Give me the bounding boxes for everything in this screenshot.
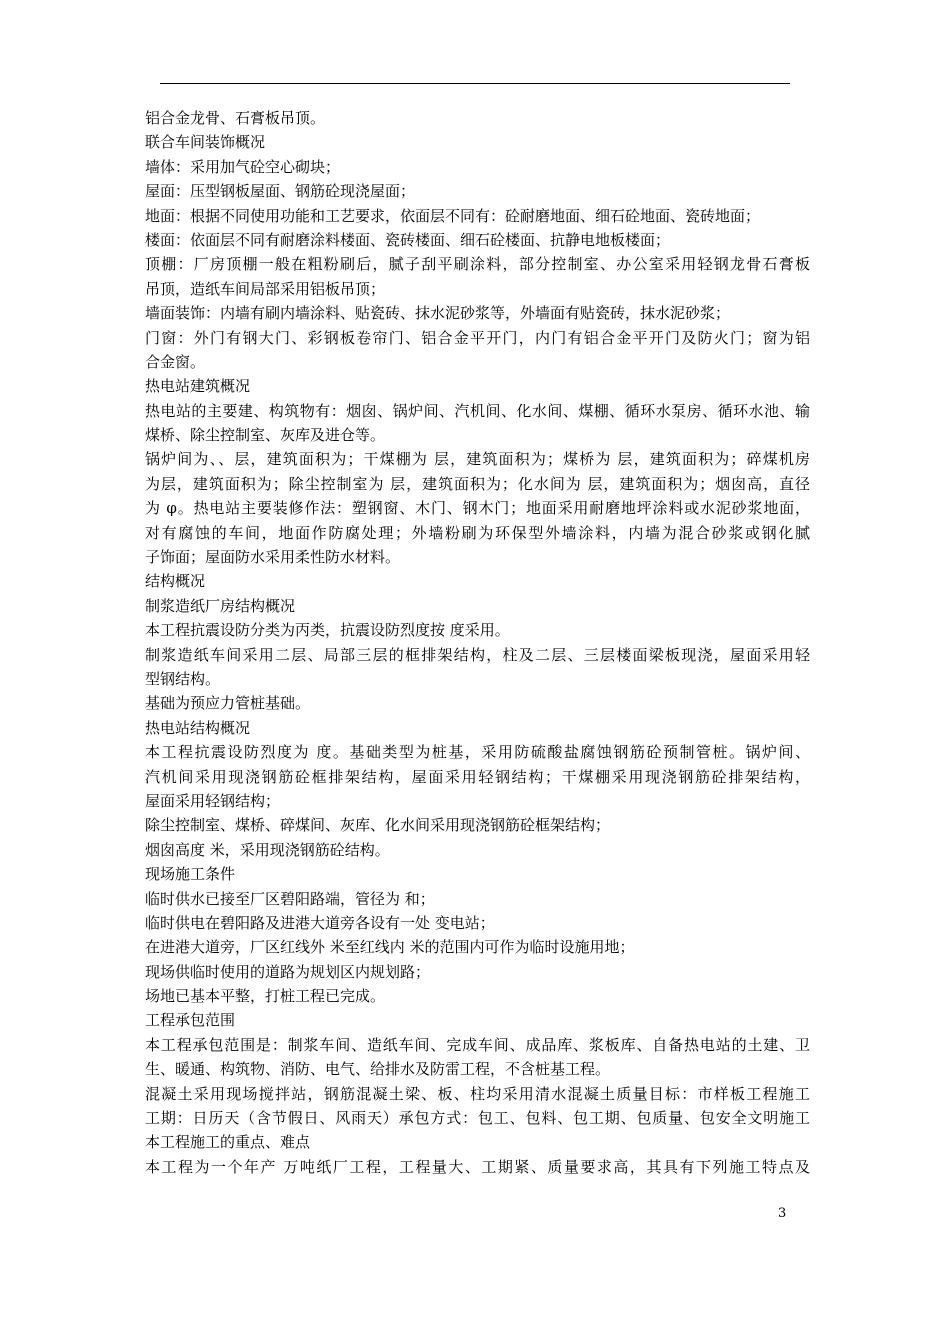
text-line: 顶棚：厂房顶棚一般在粗粉刷后，腻子刮平刷涂料，部分控制室、办公室采用轻钢龙骨石膏板	[145, 255, 810, 274]
text-line: 墙面装饰：内墙有刷内墙涂料、贴瓷砖、抹水泥砂浆等，外墙面有贴瓷砖，抹水泥砂浆；	[145, 304, 731, 323]
text-line: 为层，建筑面积为；除尘控制室为 层，建筑面积为；化水间为 层，建筑面积为；烟囱高，直径	[145, 474, 810, 493]
text-line: 本工程抗震设防分类为丙类，抗震设防烈度按 度采用。	[145, 621, 510, 640]
text-line: 楼面：依面层不同有耐磨涂料楼面、瓷砖楼面、细石砼楼面、抗静电地板楼面；	[145, 230, 671, 249]
section-heading: 本工程施工的重点、难点	[145, 1133, 311, 1152]
text-line: 对有腐蚀的车间，地面作防腐处理；外墙粉刷为环保型外墙涂料，内墙为混合砂浆或钢化腻	[145, 523, 810, 542]
text-line: 本工程为一个年产 万吨纸厂工程，工程量大、工期紧、质量要求高，其具有下列施工特点及	[145, 1157, 810, 1176]
section-heading: 结构概况	[145, 572, 206, 591]
text-line: 制浆造纸车间采用二层、局部三层的框排架结构，柱及二层、三层楼面梁板现浇，屋面采用轻	[145, 645, 810, 664]
text-line: 本工程抗震设防烈度为 度。基础类型为桩基，采用防硫酸盐腐蚀钢筋砼预制管桩。锅炉间、	[145, 743, 810, 762]
text-line: 铝合金龙骨、石膏板吊顶。	[145, 109, 326, 127]
section-heading: 制浆造纸厂房结构概况	[145, 596, 296, 615]
document-body	[145, 106, 810, 1179]
text-line: 临时供水已接至厂区碧阳路端，管径为 和；	[145, 889, 435, 908]
text-line: 为 φ。热电站主要装修作法：塑钢窗、木门、钢木门；地面采用耐磨地坪涂料或水泥砂浆地面，	[145, 499, 810, 518]
text-line: 墙体：采用加气砼空心砌块；	[145, 157, 341, 176]
section-heading: 现场施工条件	[145, 865, 236, 884]
text-line: 基础为预应力管桩基础。	[145, 694, 311, 713]
text-line: 本工程承包范围是：制浆车间、造纸车间、完成车间、成品库、浆板库、自备热电站的土建、卫	[145, 1035, 810, 1054]
page-number: 3	[778, 1206, 787, 1221]
text-line: 热电站的主要建、构筑物有：烟囱、锅炉间、汽机间、化水间、煤棚、循环水泵房、循环水池、输	[145, 401, 810, 420]
text-line: 型钢结构。	[145, 669, 221, 688]
text-line: 合金窗。	[145, 352, 206, 371]
text-line: 屋面采用轻钢结构；	[145, 791, 281, 810]
text-line: 地面：根据不同使用功能和工艺要求，依面层不同有：砼耐磨地面、细石砼地面、瓷砖地面；	[145, 206, 761, 225]
text-line: 工期：日历天（含节假日、风雨天）承包方式：包工、包料、包工期、包质量、包安全文明施工	[145, 1109, 810, 1128]
text-line: 现场供临时使用的道路为规划区内规划路；	[145, 962, 431, 981]
text-line: 煤桥、除尘控制室、灰库及进仓等。	[145, 426, 386, 445]
section-heading: 联合车间装饰概况	[145, 133, 266, 152]
text-line: 除尘控制室、煤桥、碎煤间、灰库、化水间采用现浇钢筋砼框架结构；	[145, 816, 611, 835]
text-line: 生、暖通、构筑物、消防、电气、给排水及防雷工程，不含桩基工程。	[145, 1060, 611, 1079]
text-line: 混凝土采用现场搅拌站，钢筋混凝土梁、板、柱均采用清水混凝土质量目标：市样板工程施工	[145, 1084, 810, 1103]
section-heading: 工程承包范围	[145, 1011, 236, 1030]
text-line: 锅炉间为、、层，建筑面积为；干煤棚为 层，建筑面积为；煤桥为 层，建筑面积为；碎煤机房	[145, 450, 810, 469]
text-line: 在进港大道旁，厂区红线外 米至红线内 米的范围内可作为临时设施用地；	[145, 938, 635, 957]
text-line: 场地已基本平整，打桩工程已完成。	[145, 987, 386, 1006]
header-rule	[160, 83, 790, 84]
text-line: 汽机间采用现浇钢筋砼框排架结构，屋面采用轻钢结构；干煤棚采用现浇钢筋砼排架结构，	[145, 767, 810, 786]
text-line: 门窗：外门有钢大门、彩钢板卷帘门、铝合金平开门，内门有铝合金平开门及防火门；窗为铝	[145, 328, 810, 347]
text-line: 烟囱高度 米，采用现浇钢筋砼结构。	[145, 840, 390, 859]
text-line: 子饰面；屋面防水采用柔性防水材料。	[145, 548, 401, 567]
section-heading: 热电站建筑概况	[145, 377, 251, 396]
text-line: 屋面：压型钢板屋面、钢筋砼现浇屋面；	[145, 182, 416, 201]
section-heading: 热电站结构概况	[145, 718, 251, 737]
text-line: 临时供电在碧阳路及进港大道旁各设有一处 变电站；	[145, 913, 495, 932]
text-line: 吊顶，造纸车间局部采用铝板吊顶；	[145, 279, 386, 298]
